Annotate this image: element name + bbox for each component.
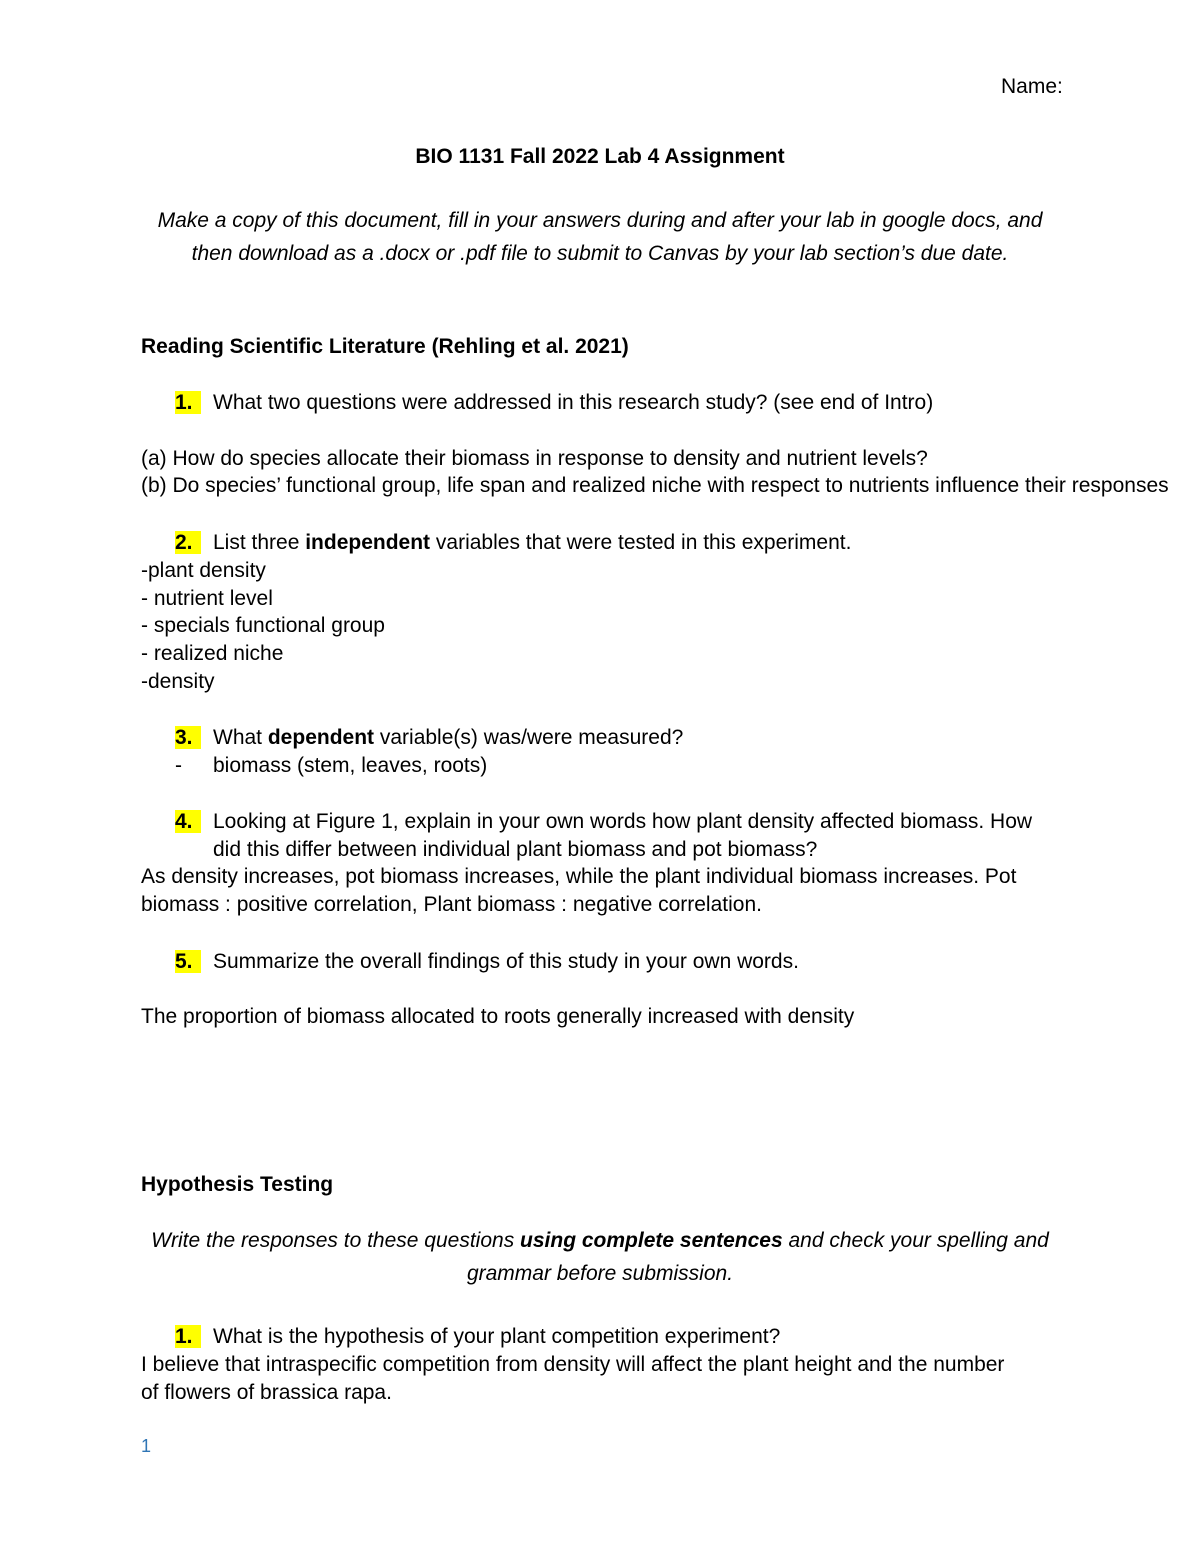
hypothesis-answer-line-1: I believe that intraspecific competition from density will affect the plant height and the number — [141, 1353, 1005, 1376]
answer-1b: (b) Do species’ functional group, life span and realized niche with respect to nutrients influence their responses — [141, 474, 1169, 497]
hypothesis-answer-line-2: of flowers of brassica rapa. — [141, 1381, 392, 1404]
answer-4-line-2: biomass : positive correlation, Plant biomass : negative correlation. — [141, 893, 762, 916]
question-3-text-after: variable(s) was/were measured? — [374, 726, 684, 749]
answer-3-dash: - — [175, 754, 182, 777]
answer-3-text: biomass (stem, leaves, roots) — [213, 754, 488, 777]
question-number-4: 4. — [175, 810, 201, 833]
answer-2-item: - specials functional group — [141, 614, 385, 637]
question-1-text: What two questions were addressed in this research study? (see end of Intro) — [213, 391, 934, 414]
question-number-2: 2. — [175, 531, 201, 554]
answer-2-item: - nutrient level — [141, 587, 273, 610]
question-3 — [175, 726, 683, 750]
question-2-text-before: List three — [213, 531, 306, 554]
question-2-text-after: variables that were tested in this experiment. — [430, 531, 852, 554]
instructions-text-before: Write the responses to these questions — [151, 1229, 521, 1252]
answer-3 — [175, 754, 487, 778]
answer-2-item: -density — [141, 670, 215, 693]
question-4-text-line-2: did this differ between individual plant biomass and pot biomass? — [213, 838, 818, 861]
section-heading-hypothesis: Hypothesis Testing — [141, 1173, 334, 1196]
answer-2-item: -plant density — [141, 559, 266, 582]
question-5-text: Summarize the overall findings of this study in your own words. — [213, 950, 799, 973]
section-2-instructions-line-2: grammar before submission. — [466, 1262, 734, 1285]
question-1 — [175, 391, 933, 415]
answer-1a: (a) How do species allocate their biomass in response to density and nutrient levels? — [141, 447, 928, 470]
page-number: 1 — [141, 1436, 152, 1456]
instructions-line-1: Make a copy of this document, fill in your answers during and after your lab in google docs, and — [157, 209, 1043, 232]
answer-5: The proportion of biomass allocated to roots generally increased with density — [141, 1005, 855, 1028]
question-5 — [175, 950, 799, 974]
answer-2-item: - realized niche — [141, 642, 284, 665]
hypothesis-question-number-1: 1. — [175, 1325, 201, 1348]
hypothesis-question-1 — [175, 1325, 780, 1349]
question-number-5: 5. — [175, 950, 201, 973]
instructions-line-2: then download as a .docx or .pdf file to submit to Canvas by your lab section’s due date. — [191, 242, 1009, 265]
section-2-instructions-line-1 — [0, 1229, 1200, 1253]
section-heading-reading: Reading Scientific Literature (Rehling et al. 2021) — [141, 335, 629, 358]
question-2 — [175, 531, 851, 555]
question-number-3: 3. — [175, 726, 201, 749]
hypothesis-question-1-text: What is the hypothesis of your plant competition experiment? — [213, 1325, 781, 1348]
question-3-text-before: What — [213, 726, 268, 749]
question-3-text-bold: dependent — [267, 726, 375, 749]
question-4-text-line-1: Looking at Figure 1, explain in your own words how plant density affected biomass. How — [213, 810, 1033, 833]
answer-4-line-1: As density increases, pot biomass increases, while the plant individual biomass increases. Pot — [141, 865, 1017, 888]
document-title: BIO 1131 Fall 2022 Lab 4 Assignment — [415, 145, 785, 168]
question-2-text-bold: independent — [305, 531, 431, 554]
question-4 — [175, 810, 1032, 834]
instructions-text-after: and check your spelling and — [782, 1229, 1049, 1252]
instructions-text-bold: using complete sentences — [520, 1229, 783, 1252]
question-number-1: 1. — [175, 391, 201, 414]
name-label: Name: — [1001, 75, 1063, 98]
